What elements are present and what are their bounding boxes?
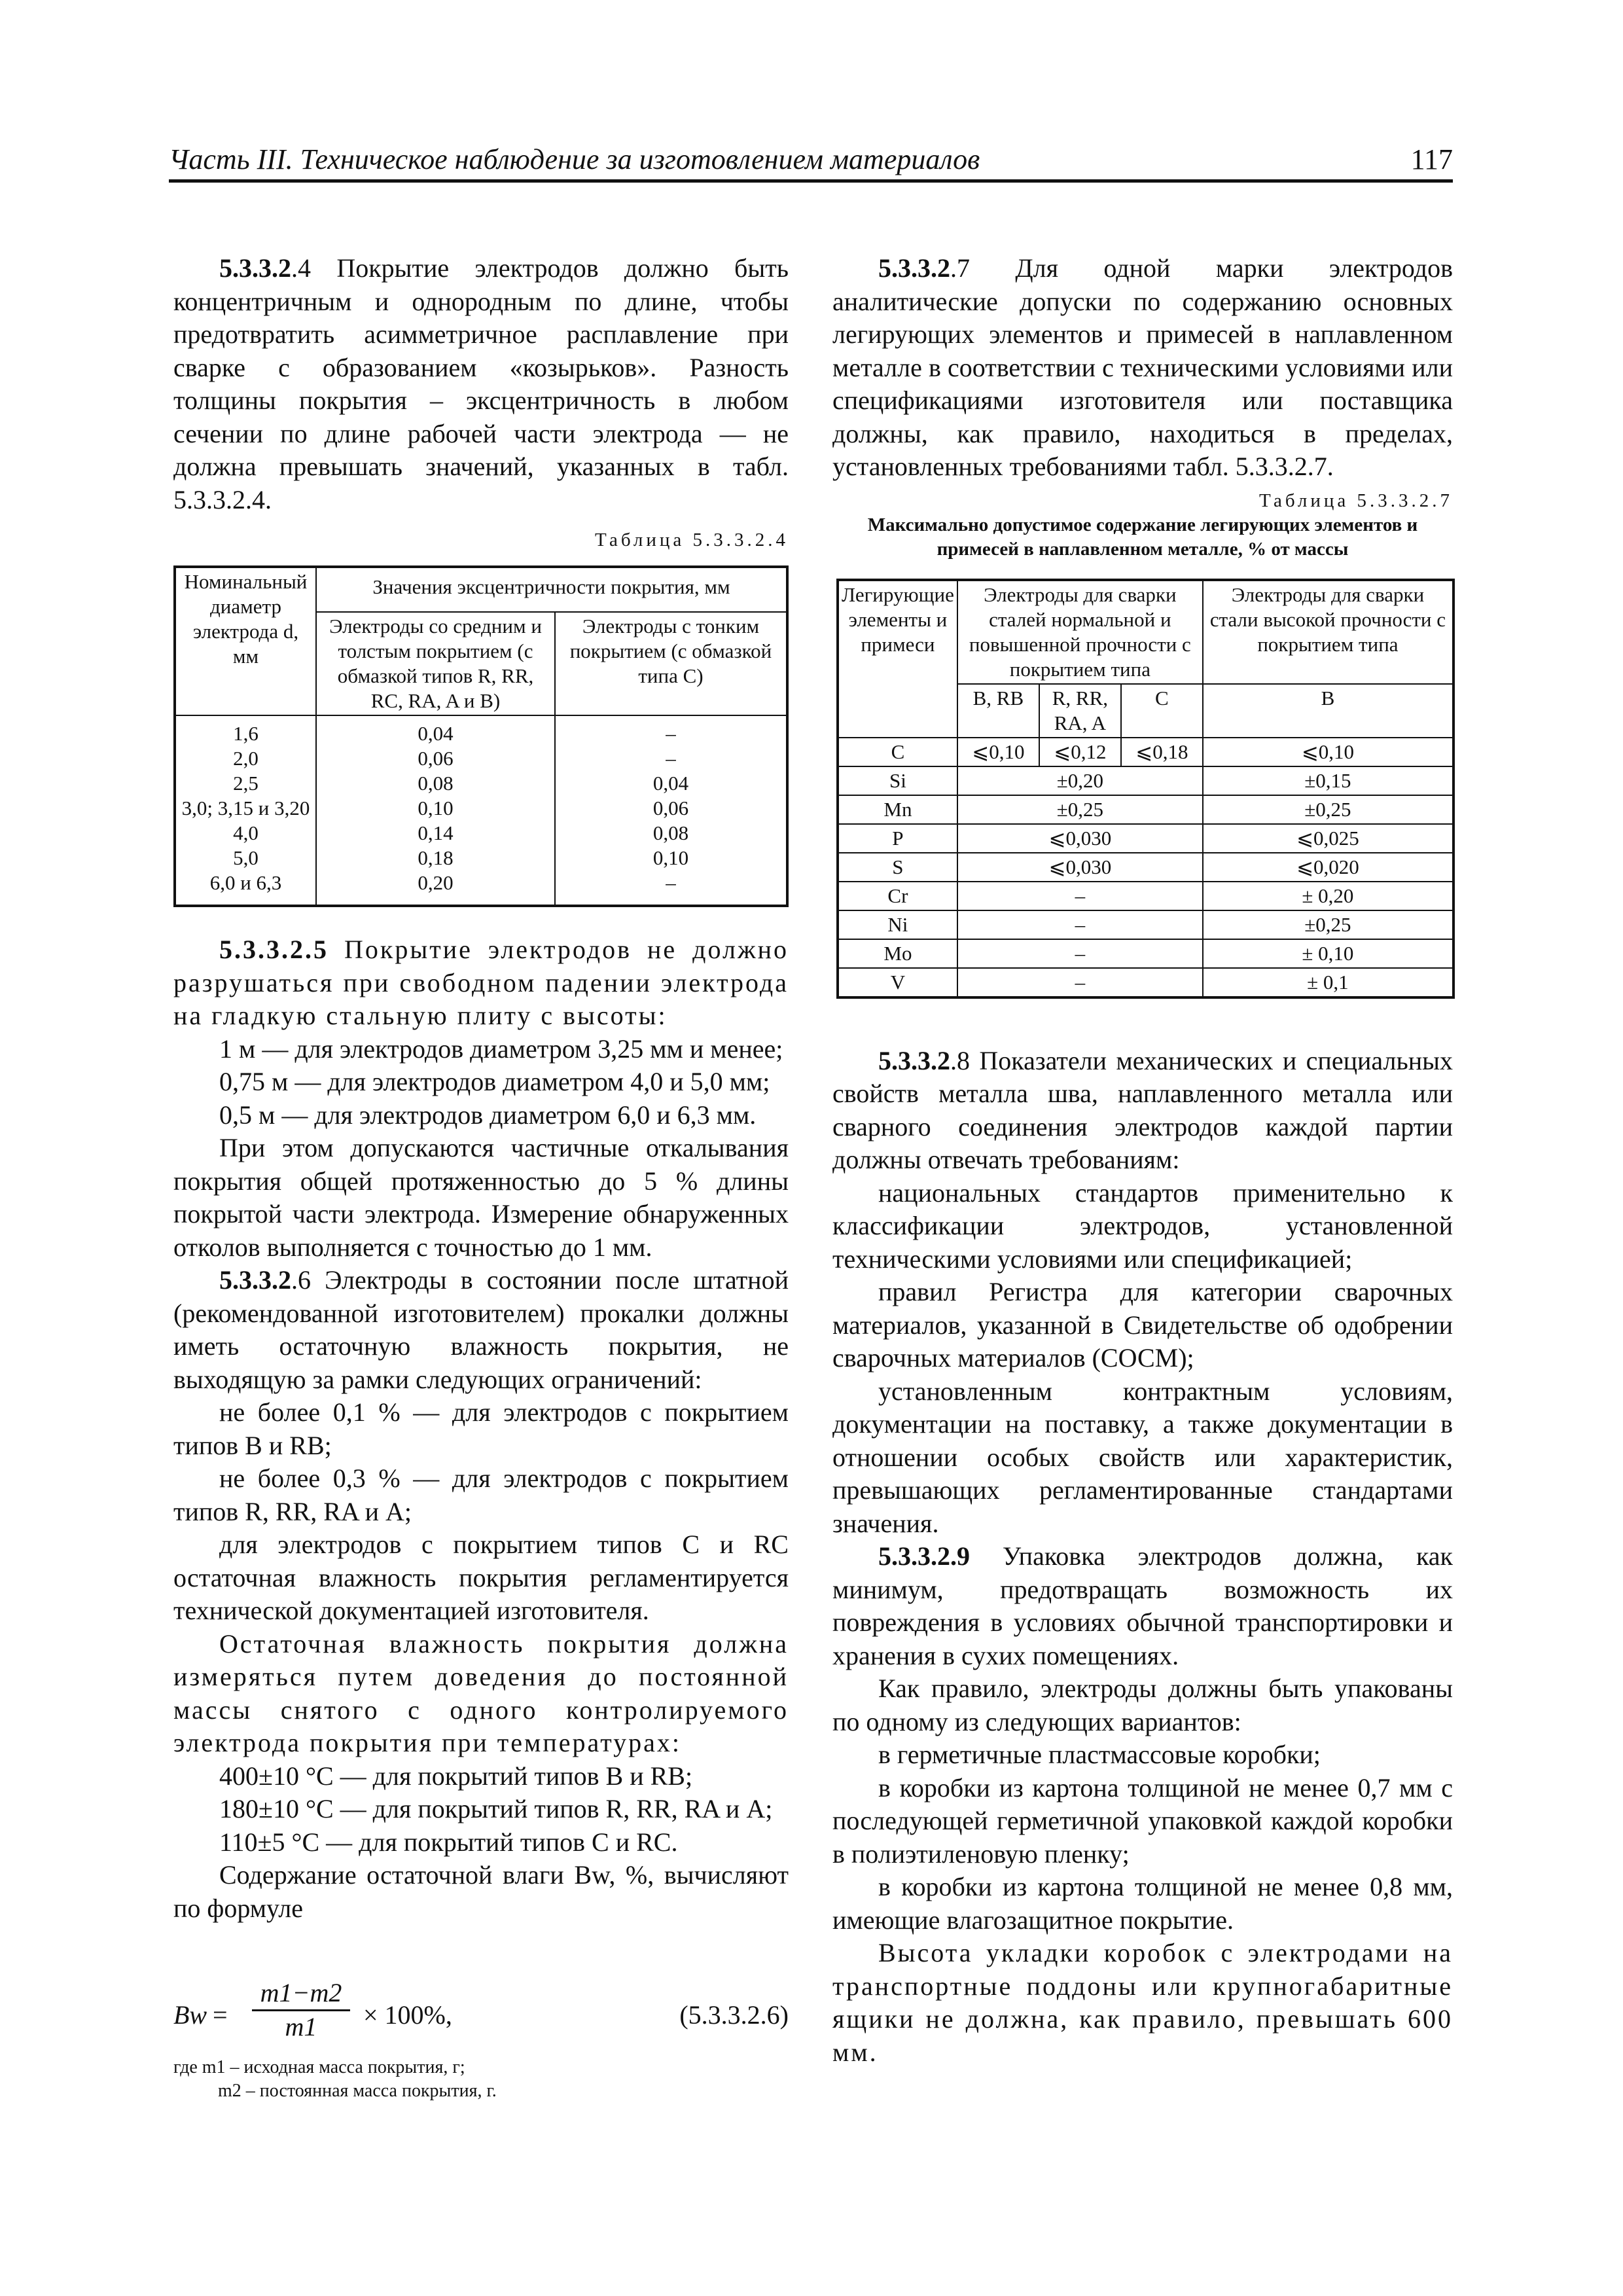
element-cell: Ni bbox=[838, 910, 957, 939]
element-cell: C bbox=[838, 738, 957, 766]
table-title: Максимально допустимое содержание легирующих элементов и примесей в наплавленном металле, % от массы bbox=[867, 514, 1418, 560]
legend-m1: где m1 – исходная масса покрытия, г; bbox=[173, 2057, 465, 2077]
table-caption: Таблица 5.3.3.2.7 bbox=[1258, 490, 1453, 511]
header-values: Значения эксцентричности покрытия, мм bbox=[316, 567, 787, 612]
value-cell: ⩽0,020 bbox=[1203, 853, 1454, 882]
paragraph: Остаточная влажность покрытия должна измеряться путем доведения до постоянной массы снятого с одного контролируемого электрода покрытия при температурах: bbox=[173, 1628, 789, 1757]
value-cell: ⩽0,12 bbox=[1039, 738, 1121, 766]
element-cell: Mn bbox=[838, 795, 957, 824]
list-item: 0,75 м — для электродов диаметром 4,0 и 5,0 мм; bbox=[219, 1067, 770, 1096]
list-item: не более 0,3 % — для электродов с покрытием типов R, RR, RA и A; bbox=[173, 1463, 789, 1526]
element-cell: V bbox=[838, 968, 957, 997]
list-item: для электродов с покрытием типов C и RC остаточная влажность покрытия регламентируется технической документацией изготовителя. bbox=[173, 1530, 789, 1625]
value-cell: – bbox=[957, 910, 1203, 939]
formula-fraction bbox=[252, 1977, 350, 2042]
legend-m2: m2 – постоянная масса покрытия, г. bbox=[218, 2081, 497, 2101]
table-row bbox=[838, 738, 1454, 766]
formula-number: (5.3.3.2.6) bbox=[679, 2000, 789, 2030]
value-cell: ±0,25 bbox=[957, 795, 1203, 824]
value-cell: ⩽0,030 bbox=[957, 853, 1203, 882]
list-item: не более 0,1 % — для электродов с покрытием типов B и RB; bbox=[173, 1397, 789, 1460]
list-item: установленным контрактным условиям, документации на поставку, а также документации в отношении особых свойств или характеристик, превышающих регламентированные стандартами значения. bbox=[832, 1376, 1453, 1538]
table-row bbox=[838, 968, 1454, 997]
value-cell: ±0,25 bbox=[1203, 910, 1454, 939]
paragraph-5-3-3-2-4: 5.3.3.2.4 Покрытие электродов должно быть концентричным и однородным по длине, чтобы предотвратить асимметричное расплавление при сварке с образованием «козырьков». Разность толщины покрытия – эксцентричность в любом сечении по длине рабочей части электрода — не должна превышать значений, указанных в табл. 5.3.3.2.4. bbox=[173, 253, 789, 514]
table-row bbox=[838, 795, 1454, 824]
header-c: C bbox=[1121, 684, 1203, 738]
left-column bbox=[173, 252, 789, 2103]
header-b-rb: B, RB bbox=[957, 684, 1039, 738]
header-normal-strength: Электроды для сварки сталей нормальной и повышенной прочности с покрытием типа bbox=[957, 580, 1203, 684]
value-cell: ±0,25 bbox=[1203, 795, 1454, 824]
header-high-strength: Электроды для сварки стали высокой прочности с покрытием типа bbox=[1203, 580, 1454, 684]
value-cell: – bbox=[957, 882, 1203, 910]
list-item: национальных стандартов применительно к классификации электродов, установленной техническими условиями или спецификацией; bbox=[832, 1177, 1453, 1274]
table-caption: Таблица 5.3.3.2.4 bbox=[594, 529, 789, 550]
page-number: 117 bbox=[1410, 143, 1453, 175]
paragraph-5-3-3-2-9: 5.3.3.2.9 Упаковка электродов должна, как минимум, предотвращать возможность их повреждения в условиях обычной транспортировки и хранения в сухих помещениях. bbox=[832, 1541, 1453, 1670]
paragraph-5-3-3-2-7: 5.3.3.2.7 Для одной марки электродов аналитические допуски по содержанию основных легирующих элементов и примесей в наплавленном металле в соответствии с техническими условиями или спецификациями изготовителя или поставщика должны, как правило, находиться в пределах, установленных требованиями табл. 5.3.3.2.7. bbox=[832, 253, 1453, 481]
paragraph-5-3-3-2-8: 5.3.3.2.8 Показатели механических и специальных свойств металла шва, наплавленного металла или сварного соединения электродов каждой партии должны отвечать требованиям: bbox=[832, 1045, 1453, 1174]
value-cell: ⩽0,10 bbox=[957, 738, 1039, 766]
element-cell: S bbox=[838, 853, 957, 882]
page-header bbox=[169, 143, 1453, 183]
value-cell: ⩽0,025 bbox=[1203, 824, 1454, 853]
table-row bbox=[838, 939, 1454, 968]
value-cell: ⩽0,030 bbox=[957, 824, 1203, 853]
value-cell: ± 0,10 bbox=[1203, 939, 1454, 968]
paragraph: Высота укладки коробок с электродами на транспортные поддоны или крупногабаритные ящики не должна, как правило, превышать 600 мм. bbox=[832, 1938, 1453, 2067]
list-item: 110±5 °C — для покрытий типов C и RC. bbox=[219, 1827, 678, 1857]
value-cell: ± 0,1 bbox=[1203, 968, 1454, 997]
list-item: в герметичные пластмассовые коробки; bbox=[878, 1740, 1321, 1769]
list-item: правил Регистра для категории сварочных материалов, указанной в Свидетельстве об одобрении сварочных материалов (СОСМ); bbox=[832, 1277, 1453, 1372]
list-item: 400±10 °C — для покрытий типов B и RB; bbox=[219, 1761, 693, 1791]
diameter-values: 1,6 2,0 2,5 3,0; 3,15 и 3,20 4,0 5,0 6,0 и 6,3 bbox=[175, 715, 316, 906]
element-cell: Mo bbox=[838, 939, 957, 968]
header-medium-coating: Электроды со средним и толстым покрытием (с обмазкой типов R, RR, RC, RA, A и B) bbox=[316, 612, 555, 715]
header-thin-coating: Электроды с тонким покрытием (с обмазкой типа C) bbox=[555, 612, 787, 715]
list-item: 1 м — для электродов диаметром 3,25 мм и менее; bbox=[219, 1033, 783, 1064]
header-b: B bbox=[1203, 684, 1454, 738]
element-cell: Cr bbox=[838, 882, 957, 910]
paragraph: Как правило, электроды должны быть упакованы по одному из следующих вариантов: bbox=[832, 1674, 1453, 1736]
table-row bbox=[838, 853, 1454, 882]
paragraph-5-3-3-2-5: 5.3.3.2.5 Покрытие электродов не должно разрушаться при свободном падении электрода на гладкую стальную плиту с высоты: bbox=[173, 935, 789, 1030]
value-cell: ⩽0,10 bbox=[1203, 738, 1454, 766]
list-item: в коробки из картона толщиной не менее 0,8 мм, имеющие влагозащитное покрытие. bbox=[832, 1872, 1453, 1935]
paragraph-5-3-3-2-6: 5.3.3.2.6 Электроды в состоянии после штатной (рекомендованной изготовителем) прокалки должны иметь остаточную влажность покрытия, не выходящую за рамки следующих ограничений: bbox=[173, 1265, 789, 1394]
value-cell: – bbox=[957, 939, 1203, 968]
paragraph: При этом допускаются частичные откалывания покрытия общей протяженностью до 5 % длины покрытой части электрода. Измерение обнаруженных отколов выполняется с точностью до 1 мм. bbox=[173, 1133, 789, 1262]
value-cell: ± 0,20 bbox=[1203, 882, 1454, 910]
thin-coating-values: – – 0,04 0,06 0,08 0,10 – bbox=[555, 715, 787, 906]
formula-lhs: Bw bbox=[173, 2000, 207, 2030]
formula bbox=[173, 1977, 789, 2056]
eccentricity-table bbox=[173, 565, 789, 907]
header-diameter: Номинальный диаметр электрода d, мм bbox=[175, 567, 316, 715]
right-column bbox=[832, 252, 1453, 2069]
running-title: Часть III. Техническое наблюдение за изготовлением материалов bbox=[169, 143, 980, 175]
element-cell: P bbox=[838, 824, 957, 853]
formula-numerator: m1−m2 bbox=[252, 1977, 350, 2011]
table-row bbox=[838, 882, 1454, 910]
alloying-elements-table bbox=[836, 579, 1455, 999]
value-cell: ±0,20 bbox=[957, 766, 1203, 795]
medium-coating-values: 0,04 0,06 0,08 0,10 0,14 0,18 0,20 bbox=[316, 715, 555, 906]
formula-equals: = bbox=[213, 2000, 228, 2030]
element-cell: Si bbox=[838, 766, 957, 795]
table-row bbox=[838, 766, 1454, 795]
formula-multiplier: × 100%, bbox=[363, 2000, 452, 2030]
list-item: 180±10 °C — для покрытий типов R, RR, RA и A; bbox=[219, 1794, 773, 1823]
header-r-rr-ra-a: R, RR, RA, A bbox=[1039, 684, 1121, 738]
formula-denominator: m1 bbox=[285, 2012, 317, 2041]
value-cell: ⩽0,18 bbox=[1121, 738, 1203, 766]
list-item: в коробки из картона толщиной не менее 0,7 мм с последующей герметичной упаковкой каждой коробки в полиэтиленовую пленку; bbox=[832, 1772, 1453, 1869]
paragraph: Содержание остаточной влаги Bw, %, вычисляют по формуле bbox=[173, 1860, 789, 1923]
formula-legend bbox=[173, 2056, 789, 2103]
value-cell: – bbox=[957, 968, 1203, 997]
table-row bbox=[838, 824, 1454, 853]
value-cell: ±0,15 bbox=[1203, 766, 1454, 795]
list-item: 0,5 м — для электродов диаметром 6,0 и 6,3 мм. bbox=[219, 1100, 757, 1130]
header-elements: Легирующие элементы и примеси bbox=[838, 580, 957, 738]
table-row bbox=[838, 910, 1454, 939]
